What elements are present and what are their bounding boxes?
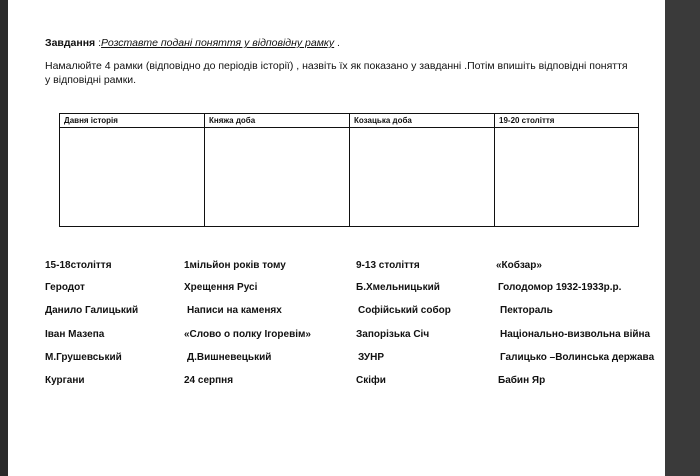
frame-title: Давня історія [60, 114, 204, 128]
window-background [665, 0, 700, 476]
task-label: Завдання [45, 37, 96, 49]
term-item: «Слово о полку Ігоревім» [184, 329, 311, 340]
term-item: 15-18століття [45, 260, 112, 271]
term-item: Кургани [45, 375, 85, 386]
frames-table [59, 113, 639, 227]
term-item: Бабин Яр [498, 375, 546, 386]
term-item: 24 серпня [184, 375, 234, 386]
term-item: Національно-визвольна війна [500, 329, 651, 340]
term-item: М.Грушевський [45, 352, 122, 363]
term-item: Голодомор 1932-1933р.р. [498, 282, 622, 293]
frame-princely-era [205, 114, 350, 226]
term-item: Написи на каменях [187, 305, 282, 316]
term-item: Скіфи [356, 375, 386, 386]
term-item: Пектораль [500, 305, 553, 316]
term-item: Б.Хмельницький [356, 282, 440, 293]
frame-title: Княжа доба [205, 114, 349, 128]
task-instruction: Розставте подані поняття у відповідну рамку [101, 37, 335, 49]
term-item: Данило Галицький [45, 305, 139, 316]
task-tail: . [334, 37, 340, 49]
term-item: Запорізька Січ [356, 329, 430, 340]
term-item: Іван Мазепа [45, 329, 105, 340]
term-item: Хрещення Русі [184, 282, 258, 293]
frame-19-20-century [495, 114, 638, 226]
frame-ancient-history [60, 114, 205, 226]
frame-cossack-era [350, 114, 495, 226]
term-item: 9-13 століття [356, 260, 420, 271]
term-item: Д.Вишневецький [187, 352, 272, 363]
term-item: Геродот [45, 282, 85, 293]
frame-title: Козацька доба [350, 114, 494, 128]
task-heading [45, 37, 340, 49]
task-separator: : [95, 37, 102, 49]
task-description: Намалюйте 4 рамки (відповідно до періодів історії) , назвіть їх як показано у завданні .Потім впишіть відповідні поняття у відповідні рамки. [45, 60, 628, 86]
term-item: ЗУНР [358, 352, 384, 363]
term-item: Галицько –Волинська держава [500, 352, 655, 363]
term-item: «Кобзар» [496, 260, 542, 271]
term-item: Софійський собор [358, 305, 451, 316]
frame-title: 19-20 століття [495, 114, 638, 128]
term-item: 1мільйон років тому [184, 260, 286, 271]
